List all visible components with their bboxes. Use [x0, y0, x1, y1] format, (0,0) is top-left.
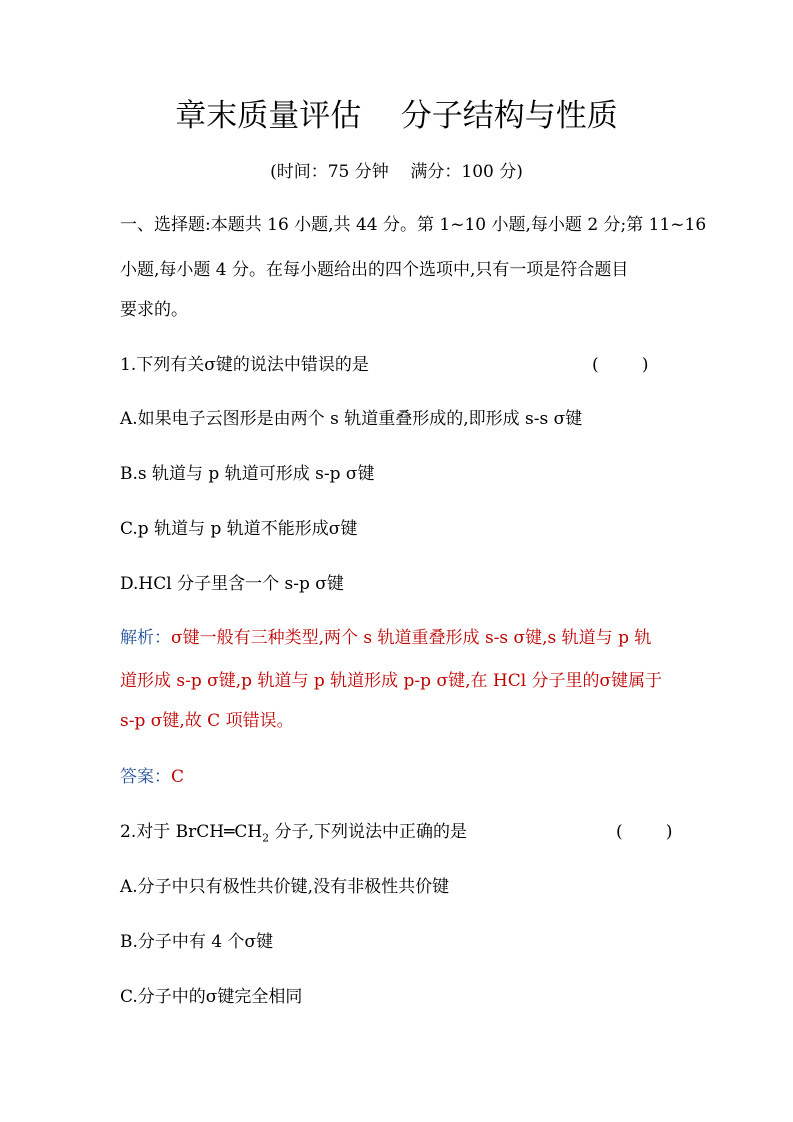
section-header-line: 要求的。	[120, 300, 188, 320]
question-stem: 1.下列有关σ键的说法中错误的是	[120, 355, 369, 375]
stem-text: CH	[234, 822, 263, 842]
analysis-label: 解析：	[120, 628, 171, 648]
answer-value: C	[171, 767, 185, 787]
answer-blank: ( )	[616, 822, 673, 842]
section-header-line: 一、选择题:本题共 16 小题,共 44 分。第 1~10 小题,每小题 2 分;第 11~16	[120, 215, 707, 235]
page-title: 章末质量评估 分子结构与性质	[175, 98, 618, 134]
exam-meta: (时间：75 分钟 满分：100 分)	[270, 162, 523, 182]
option-c: C.p 轨道与 p 轨道不能形成σ键	[120, 519, 358, 539]
analysis-text: 道形成 s-p σ键,p 轨道与 p 轨道形成 p-p σ键,在 HCl 分子里的σ键属于	[120, 671, 663, 691]
question-stem	[120, 818, 467, 846]
subscript: 2	[262, 831, 270, 845]
section-header-line: 小题,每小题 4 分。在每小题给出的四个选项中,只有一项是符合题目	[120, 260, 629, 280]
option-c: C.分子中的σ键完全相同	[120, 987, 303, 1007]
analysis-line-1	[120, 624, 651, 652]
analysis-text: s-p σ键,故 C 项错误。	[120, 711, 294, 731]
answer-label: 答案：	[120, 767, 171, 787]
double-bond-symbol: ═	[224, 822, 235, 842]
analysis-text: σ键一般有三种类型,两个 s 轨道重叠形成 s-s σ键,s 轨道与 p 轨	[171, 628, 652, 648]
answer-blank: ( )	[592, 355, 649, 375]
option-b: B.s 轨道与 p 轨道可形成 s-p σ键	[120, 464, 375, 484]
answer	[120, 763, 184, 791]
stem-text: 分子,下列说法中正确的是	[269, 822, 467, 842]
option-a: A.如果电子云图形是由两个 s 轨道重叠形成的,即形成 s-s σ键	[120, 409, 583, 429]
option-b: B.分子中有 4 个σ键	[120, 932, 274, 952]
option-d: D.HCl 分子里含一个 s-p σ键	[120, 574, 344, 594]
stem-text: 2.对于 BrCH	[120, 822, 225, 842]
option-a: A.分子中只有极性共价键,没有非极性共价键	[120, 877, 450, 897]
